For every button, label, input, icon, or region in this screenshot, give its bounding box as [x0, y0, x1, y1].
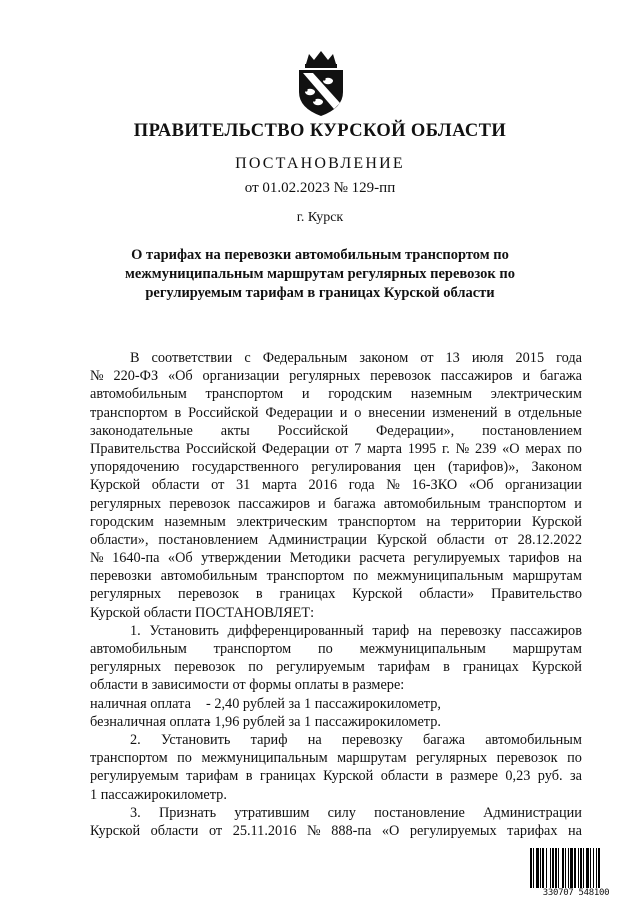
- word: 1995: [407, 440, 437, 457]
- word: акты: [220, 422, 250, 439]
- word: Курской: [323, 768, 374, 785]
- word: 0,23: [505, 768, 531, 785]
- word: перевозок: [169, 495, 231, 512]
- barcode-number: 330707 548100: [542, 888, 610, 898]
- word: 3.: [130, 804, 141, 821]
- word: упорядочению: [90, 459, 180, 476]
- word: перевозок: [178, 586, 239, 603]
- word: от: [208, 822, 223, 839]
- word: области: [380, 768, 429, 785]
- word: по: [353, 568, 369, 585]
- word: перевозку: [440, 622, 502, 639]
- word: на: [567, 550, 582, 567]
- word: Федерации: [265, 404, 333, 421]
- word: по: [567, 750, 582, 767]
- word: регулярных: [289, 368, 361, 385]
- word: границах: [462, 659, 519, 676]
- word: в: [174, 404, 182, 421]
- word: постановление: [374, 804, 465, 821]
- word: марта: [261, 477, 297, 494]
- word: марта: [366, 440, 402, 457]
- word: на: [307, 731, 322, 748]
- word: перевозок: [496, 750, 558, 767]
- word: электрическим: [236, 513, 328, 530]
- body-text-line: [90, 495, 582, 513]
- word: по: [318, 641, 333, 657]
- word: Курской: [531, 513, 582, 530]
- word: года: [348, 477, 375, 494]
- tariff-payment-form: безналичная оплата: [90, 713, 211, 730]
- word: багажа: [539, 368, 582, 385]
- body-text-line: [90, 531, 582, 549]
- word: городским: [90, 513, 154, 530]
- body-text-line: [90, 767, 582, 785]
- word: постановлением: [482, 422, 582, 439]
- body-text-line: 1 пассажирокилометр.: [90, 786, 227, 803]
- word: от: [494, 531, 508, 548]
- word: законодательные: [90, 422, 193, 439]
- word: в: [245, 768, 253, 785]
- word: наземным: [410, 386, 473, 403]
- tariff-list-item: [90, 695, 582, 713]
- word: Установить: [160, 731, 231, 748]
- body-text-line: [90, 658, 582, 676]
- word: Правительство: [491, 586, 582, 603]
- word: Российской: [185, 440, 257, 457]
- word: 2016: [308, 477, 338, 494]
- word: №: [386, 477, 400, 494]
- word: регулируемых: [413, 550, 501, 567]
- word: регулярных: [416, 750, 488, 767]
- word: Правительства: [90, 440, 180, 457]
- word: транспортом: [266, 568, 345, 585]
- word: тарифах: [507, 822, 558, 839]
- word: области: [436, 531, 485, 548]
- word: области: [150, 822, 199, 839]
- word: границах: [279, 586, 336, 603]
- word: 239: [474, 440, 497, 457]
- word: маршрутам: [512, 568, 582, 585]
- word: границах: [259, 768, 316, 785]
- barcode: [530, 848, 622, 890]
- word: транспортом: [90, 404, 168, 421]
- word: автомобильным: [160, 568, 258, 585]
- word: в: [504, 404, 512, 421]
- word: размере: [450, 768, 498, 785]
- word: Федеральным: [262, 350, 348, 366]
- word: 2015: [515, 350, 545, 366]
- word: «О: [502, 440, 520, 457]
- body-text-line: [90, 458, 582, 476]
- word: соответствии: [151, 350, 233, 366]
- word: №: [307, 822, 321, 839]
- word: и: [522, 368, 531, 385]
- word: области: [151, 477, 200, 494]
- word: перевозки: [90, 568, 152, 585]
- word: области»,: [90, 531, 149, 548]
- word: межмуниципальным: [359, 641, 486, 657]
- word: перевозку: [341, 731, 403, 748]
- body-text-line: [90, 513, 582, 531]
- body-text-line: [90, 404, 582, 422]
- body-text-line: [130, 349, 582, 367]
- word: Курской: [352, 586, 403, 603]
- body-text-line: [90, 385, 582, 403]
- word: В: [130, 350, 140, 366]
- word: г.: [442, 440, 450, 457]
- word: Российской: [277, 422, 349, 439]
- word: государственного: [191, 459, 299, 476]
- word: наземным: [164, 513, 226, 530]
- word: 13: [445, 350, 460, 366]
- word: года: [556, 350, 582, 366]
- word: 888-па: [331, 822, 372, 839]
- word: расчета: [359, 550, 406, 567]
- word: на: [568, 822, 582, 839]
- word: Федерации: [261, 440, 330, 457]
- word: 31: [235, 477, 251, 494]
- government-name: ПРАВИТЕЛЬСТВО КУРСКОЙ ОБЛАСТИ: [133, 121, 507, 141]
- word: Законом: [531, 459, 582, 476]
- word: регулярных: [90, 495, 162, 512]
- word: «О: [381, 822, 400, 839]
- word: 16-ЗКО: [411, 477, 458, 494]
- word: внесении: [368, 404, 426, 421]
- word: тариф: [372, 622, 410, 639]
- word: автомобильным: [90, 386, 187, 403]
- document-city: г. Курск: [296, 210, 344, 225]
- word: регулируемым: [276, 659, 365, 676]
- word: маршрутам: [337, 750, 407, 767]
- word: по: [177, 750, 192, 767]
- document-body: [90, 349, 582, 840]
- body-text-line: [90, 640, 582, 658]
- word: регулируемых: [409, 822, 497, 839]
- word: «Об: [167, 368, 193, 385]
- word: Курской: [90, 822, 141, 839]
- word: городским: [328, 386, 392, 403]
- word: законом: [359, 350, 409, 366]
- word: за: [570, 768, 582, 785]
- word: о: [354, 404, 362, 421]
- word: транспортом: [90, 750, 168, 767]
- body-text-line: Курской области ПОСТАНОВЛЯЕТ:: [90, 604, 315, 621]
- word: электрическим: [490, 386, 582, 403]
- word: изменений: [432, 404, 498, 421]
- word: организации: [505, 477, 582, 494]
- word: по: [248, 659, 264, 676]
- word: дифференцированный: [227, 622, 364, 639]
- word: автомобильным: [485, 731, 582, 748]
- word: 25.11.2016: [232, 822, 297, 839]
- word: регулярных: [90, 586, 162, 603]
- body-text-line: [90, 822, 582, 840]
- word: пассажиров: [510, 622, 582, 639]
- title-line: регулируемым тарифам в границах Курской области: [145, 285, 495, 301]
- word: в: [435, 768, 443, 785]
- document-title: [0, 246, 640, 303]
- barcode-bars: [530, 848, 622, 888]
- word: организации: [202, 368, 280, 385]
- word: силу: [327, 804, 356, 821]
- word: регулярных: [90, 659, 162, 676]
- body-text-line: [90, 422, 582, 440]
- document-number-date: от 01.02.2023 № 129-пп: [244, 180, 396, 196]
- word: Курской: [376, 531, 427, 548]
- tariff-payment-form: наличная оплата: [90, 695, 191, 712]
- word: регулирования: [311, 459, 402, 476]
- word: транспортом: [338, 513, 416, 530]
- word: тариф: [250, 731, 288, 748]
- word: 2.: [130, 731, 141, 748]
- word: Федерации»,: [376, 422, 455, 439]
- word: от: [420, 350, 434, 366]
- body-text-line: [130, 731, 582, 749]
- word: пассажиров: [440, 368, 513, 385]
- coat-of-arms-emblem: [290, 48, 352, 118]
- word: №: [455, 440, 470, 457]
- word: по: [567, 440, 582, 457]
- word: тарифам: [186, 768, 239, 785]
- title-line: О тарифах на перевозки автомобильным транспортом по: [131, 247, 509, 263]
- word: Установить: [149, 622, 219, 639]
- word: мерах: [525, 440, 562, 457]
- body-text-line: [90, 749, 582, 767]
- word: и: [301, 386, 310, 403]
- word: Курской: [531, 659, 582, 676]
- body-text-line: [90, 440, 582, 458]
- word: 1640-па: [112, 550, 160, 567]
- word: маршрутам: [512, 641, 582, 657]
- word: постановлением: [158, 531, 259, 548]
- word: перевозок: [370, 368, 432, 385]
- word: (тарифов)»,: [447, 459, 519, 476]
- word: транспортом: [205, 386, 284, 403]
- word: от: [335, 440, 349, 457]
- word: области»: [419, 586, 475, 603]
- word: автомобильным: [90, 641, 187, 657]
- word: руб.: [537, 768, 563, 785]
- word: тарифам: [377, 659, 431, 676]
- word: Администрации: [268, 531, 367, 548]
- word: транспортом: [213, 641, 292, 657]
- tariff-list-item: [90, 713, 582, 731]
- body-text-line: [90, 585, 582, 603]
- word: межмуниципальным: [201, 750, 328, 767]
- word: 7: [354, 440, 362, 457]
- body-text-line: [90, 367, 582, 385]
- word: Признать: [158, 804, 217, 821]
- word: утратившим: [234, 804, 310, 821]
- word: отдельные: [517, 404, 582, 421]
- body-text-line: [90, 567, 582, 585]
- kursk-coat-of-arms-icon: [290, 48, 352, 118]
- word: багажа: [333, 495, 376, 512]
- word: цен: [413, 459, 436, 476]
- word: и: [574, 495, 582, 512]
- tariff-value: - 2,40 рублей за 1 пассажирокилометр,: [206, 695, 441, 712]
- title-line: межмуниципальным маршрутам регулярных перевозок по: [124, 266, 515, 282]
- word: с: [244, 350, 251, 366]
- tariff-value: - 1,96 рублей за 1 пассажирокилометр.: [206, 713, 441, 730]
- body-text-line: [130, 804, 582, 822]
- word: в: [255, 586, 263, 603]
- word: 220-ФЗ: [113, 368, 159, 385]
- word: №: [90, 368, 104, 385]
- word: утверждении: [201, 550, 282, 567]
- word: регулируемым: [90, 768, 179, 785]
- word: «Об: [468, 477, 494, 494]
- word: территории: [451, 513, 522, 530]
- body-text-line: [90, 549, 582, 567]
- word: на: [426, 513, 441, 530]
- word: транспортом: [488, 495, 567, 512]
- word: Администрации: [483, 804, 582, 821]
- body-text-line: области в зависимости от формы оплаты в размере:: [90, 677, 405, 694]
- word: на: [417, 622, 432, 639]
- word: тарифов: [508, 550, 560, 567]
- word: 1.: [130, 622, 141, 639]
- body-text-line: [90, 476, 582, 494]
- word: пассажиров: [238, 495, 310, 512]
- word: Российской: [188, 404, 259, 421]
- document-type: ПОСТАНОВЛЕНИЕ: [235, 155, 405, 172]
- word: багажа: [422, 731, 465, 748]
- word: 28.12.2022: [517, 531, 582, 548]
- word: июля: [471, 350, 504, 366]
- word: автомобильным: [383, 495, 481, 512]
- word: и: [318, 495, 326, 512]
- word: межмуниципальным: [377, 568, 504, 585]
- word: Методики: [289, 550, 351, 567]
- word: перевозок: [174, 659, 236, 676]
- word: в: [443, 659, 450, 676]
- word: №: [90, 550, 104, 567]
- word: Курской: [90, 477, 141, 494]
- body-text-line: [130, 622, 582, 640]
- word: «Об: [167, 550, 193, 567]
- word: от: [211, 477, 225, 494]
- word: и: [339, 404, 348, 421]
